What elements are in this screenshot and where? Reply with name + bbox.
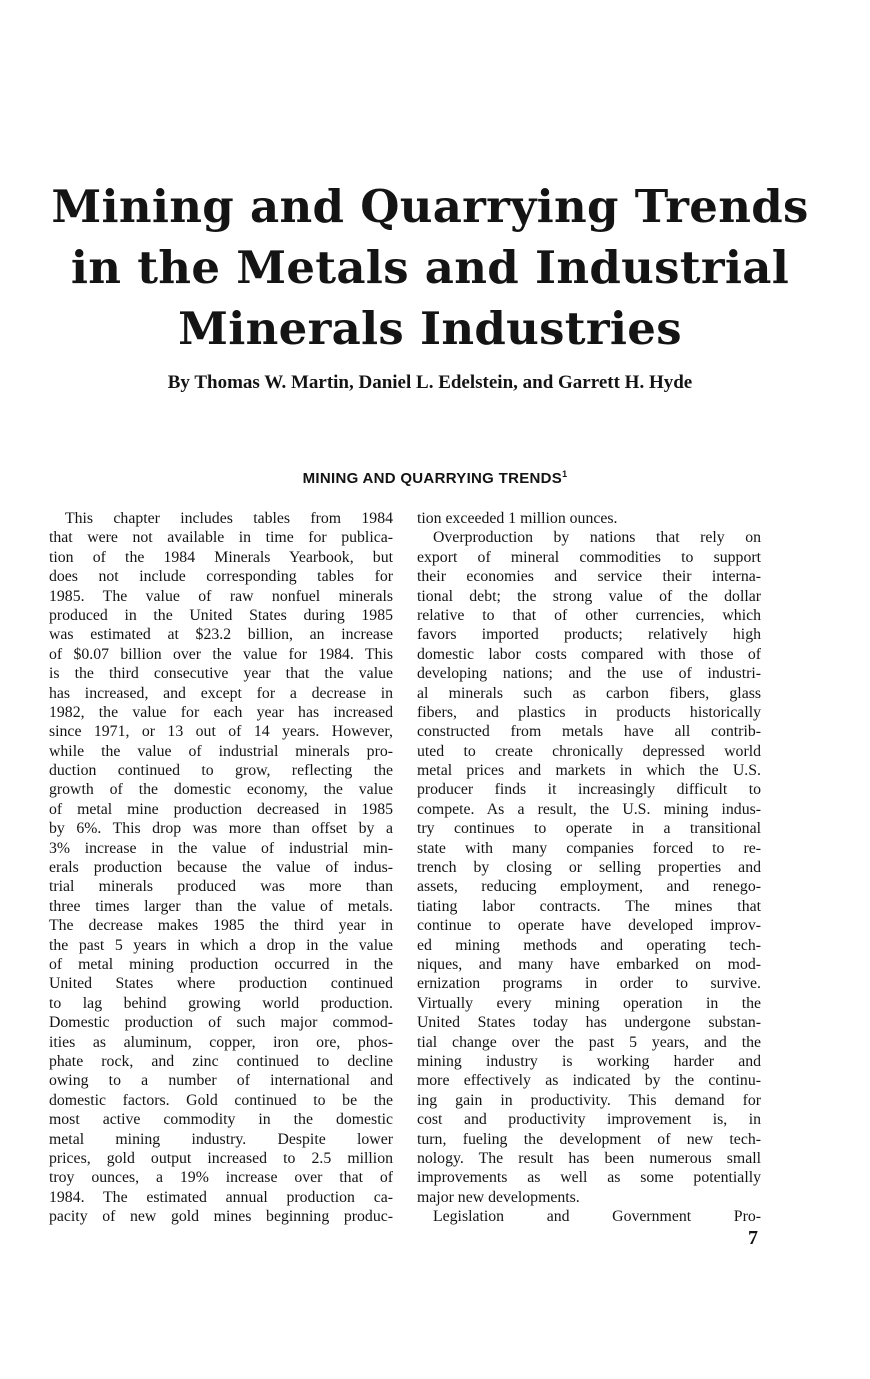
text-line: ernization programs in order to survive. <box>417 975 761 993</box>
text-line: 3% increase in the value of industrial min- <box>49 839 393 857</box>
text-line: state with many companies forced to re- <box>417 839 761 857</box>
text-line: of metal mining production occurred in the <box>49 955 393 973</box>
text-line: more effectively as indicated by the continu- <box>417 1072 761 1090</box>
text-line: improvements as well as some potentially <box>417 1169 761 1187</box>
footnote-marker: 1 <box>562 469 568 479</box>
text-line: their economies and service their interna- <box>417 568 761 586</box>
text-line: constructed from metals have all contrib- <box>417 723 761 741</box>
text-line: Virtually every mining operation in the <box>417 994 761 1012</box>
text-line: produced in the United States during 1985 <box>49 606 393 624</box>
text-line: United States where production continued <box>49 975 393 993</box>
text-line: erals production because the value of indus- <box>49 859 393 877</box>
text-line: mining industry is working harder and <box>417 1052 761 1070</box>
text-line: duction continued to grow, reflecting the <box>49 762 393 780</box>
text-line: fibers, and plastics in products historically <box>417 703 761 721</box>
text-line: 1982, the value for each year has increased <box>49 703 393 721</box>
text-line: was estimated at $23.2 billion, an increase <box>49 626 393 644</box>
section-heading-text: MINING AND QUARRYING TRENDS <box>302 470 563 487</box>
text-line: the past 5 years in which a drop in the value <box>49 936 393 954</box>
text-line: assets, reducing employment, and renego- <box>417 878 761 896</box>
text-line: of $0.07 billion over the value for 1984. This <box>49 645 393 663</box>
text-line: does not include corresponding tables for <box>49 568 393 586</box>
text-line: metal prices and markets in which the U.S. <box>417 762 761 780</box>
text-line: tional debt; the strong value of the dollar <box>417 587 761 605</box>
text-line: tiating labor contracts. The mines that <box>417 897 761 915</box>
text-line: trench by closing or selling properties and <box>417 859 761 877</box>
text-line: al minerals such as carbon fibers, glass <box>417 684 761 702</box>
text-line: ities as aluminum, copper, iron ore, phos- <box>49 1033 393 1051</box>
section-heading <box>60 463 810 490</box>
text-line: This chapter includes tables from 1984 <box>65 510 393 527</box>
text-line: major new developments. <box>417 1188 580 1206</box>
page-number: 7 <box>748 1227 758 1249</box>
text-line: 1984. The estimated annual production ca- <box>49 1188 393 1206</box>
text-line: is the third consecutive year that the value <box>49 665 393 683</box>
text-line: continue to operate have developed improv- <box>417 917 761 935</box>
text-line: that were not available in time for publica- <box>49 529 393 547</box>
text-line: niques, and many have embarked on mod- <box>417 955 761 973</box>
text-line: pacity of new gold mines beginning produc- <box>49 1208 393 1226</box>
text-line: owing to a number of international and <box>49 1072 393 1090</box>
text-line: trial minerals produced was more than <box>49 878 393 896</box>
author-byline: By Thomas W. Martin, Daniel L. Edelstein, and Garrett H. Hyde <box>167 372 693 393</box>
text-line: ed mining methods and operating tech- <box>417 936 761 954</box>
text-line: The decrease makes 1985 the third year in <box>49 917 393 935</box>
text-line: compete. As a result, the U.S. mining indus- <box>417 800 761 818</box>
text-line: by 6%. This drop was more than offset by a <box>49 820 393 838</box>
text-line: while the value of industrial minerals pro- <box>49 742 393 760</box>
text-line: tial change over the past 5 years, and the <box>417 1033 761 1051</box>
text-line: nology. The result has been numerous small <box>417 1149 761 1167</box>
text-line: has increased, and except for a decrease in <box>49 684 393 702</box>
text-line: to lag behind growing world production. <box>49 994 393 1012</box>
text-line: Domestic production of such major commod- <box>49 1014 393 1032</box>
text-line: developing nations; and the use of industri- <box>417 665 761 683</box>
text-line: phate rock, and zinc continued to decline <box>49 1052 393 1070</box>
title-line: Minerals Industries <box>178 302 682 355</box>
text-line: ing gain in productivity. This demand for <box>417 1091 761 1109</box>
text-line: metal mining industry. Despite lower <box>49 1130 393 1148</box>
right-text-column <box>417 509 761 1226</box>
text-line: relative to that of other currencies, which <box>417 606 761 624</box>
text-line: troy ounces, a 19% increase over that of <box>49 1169 393 1187</box>
text-line: Legislation and Government Pro- <box>433 1208 761 1226</box>
text-line: of metal mine production decreased in 1985 <box>49 800 393 818</box>
text-line: prices, gold output increased to 2.5 million <box>49 1149 393 1167</box>
text-line: producer finds it increasingly difficult to <box>417 781 761 799</box>
text-line: three times larger than the value of metals. <box>49 897 393 915</box>
title-line: Mining and Quarrying Trends <box>51 180 809 233</box>
text-line: tion exceeded 1 million ounces. <box>417 510 618 527</box>
left-text-column <box>49 509 393 1226</box>
text-line: favors imported products; relatively high <box>417 626 761 644</box>
text-line: United States today has undergone substan- <box>417 1014 761 1032</box>
text-line: since 1971, or 13 out of 14 years. However, <box>49 723 393 741</box>
text-line: try continues to operate in a transitional <box>417 820 761 838</box>
text-line: Overproduction by nations that rely on <box>433 529 761 547</box>
text-line: turn, fueling the development of new tech- <box>417 1130 761 1148</box>
text-line: cost and productivity improvement is, in <box>417 1111 761 1129</box>
title-line: in the Metals and Industrial <box>70 241 790 294</box>
page-title <box>30 176 830 359</box>
text-line: growth of the domestic economy, the value <box>49 781 393 799</box>
text-line: export of mineral commodities to support <box>417 548 761 566</box>
text-line: 1985. The value of raw nonfuel minerals <box>49 587 393 605</box>
text-line: tion of the 1984 Minerals Yearbook, but <box>49 548 393 566</box>
text-line: most active commodity in the domestic <box>49 1111 393 1129</box>
text-line: uted to create chronically depressed world <box>417 742 761 760</box>
text-line: domestic factors. Gold continued to be the <box>49 1091 393 1109</box>
text-line: domestic labor costs compared with those of <box>417 645 761 663</box>
